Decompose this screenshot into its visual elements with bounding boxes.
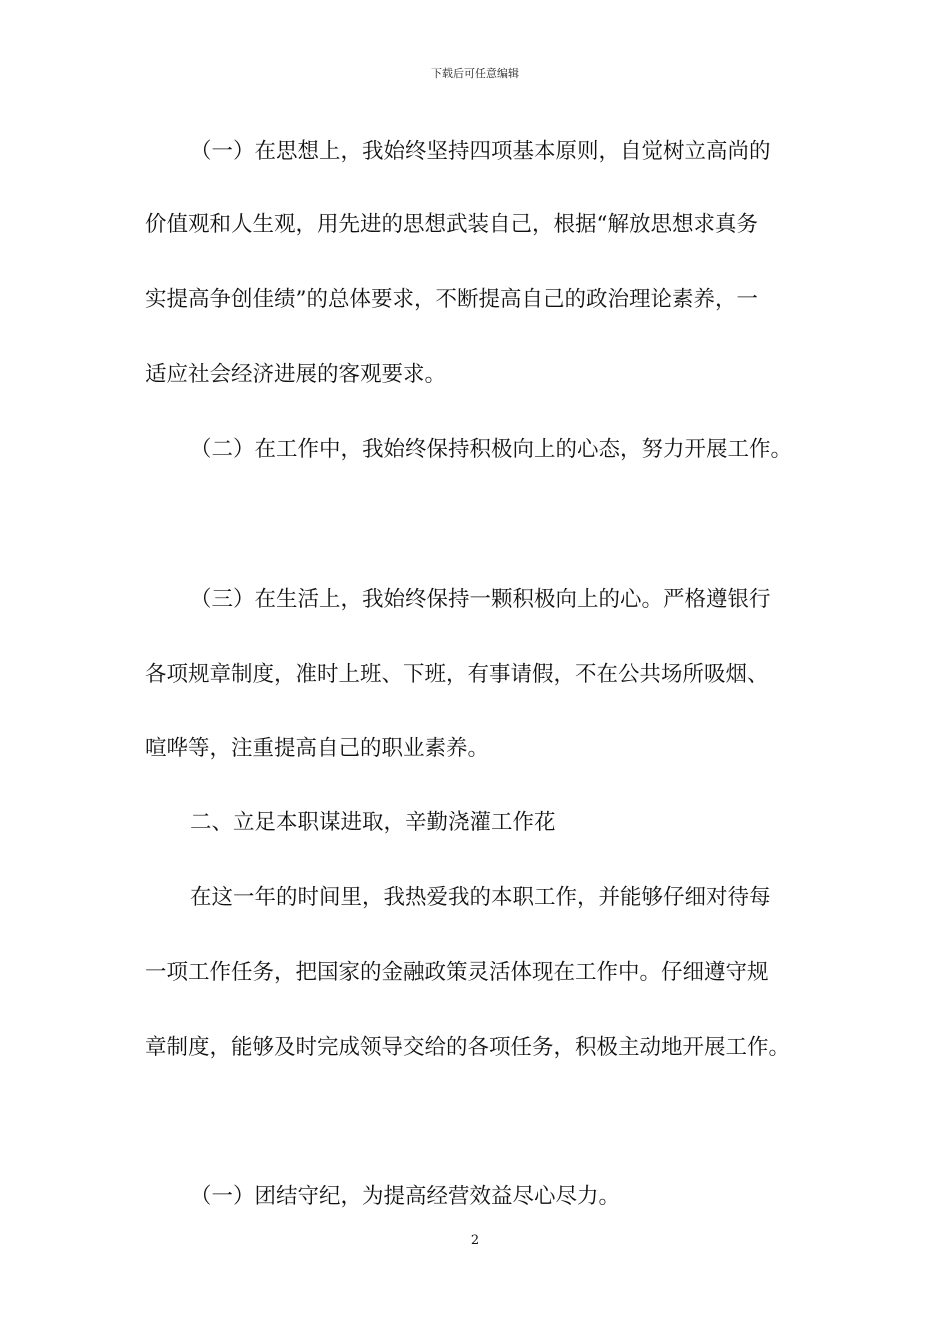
section-heading: 二、立足本职谋进取，辛勤浇灌工作花 bbox=[190, 810, 556, 835]
body-line: 实提高争创佳绩”的总体要求，不断提高自己的政治理论素养，一 bbox=[145, 287, 758, 312]
body-line: 章制度，能够及时完成领导交给的各项任务，积极主动地开展工作。 bbox=[145, 1035, 791, 1060]
body-line: （一）团结守纪，为提高经营效益尽心尽力。 bbox=[190, 1184, 621, 1209]
body-line: 一项工作任务，把国家的金融政策灵活体现在工作中。仔细遵守规 bbox=[145, 960, 769, 985]
body-line: （一）在思想上，我始终坚持四项基本原则，自觉树立高尚的 bbox=[190, 139, 771, 164]
body-line: （三）在生活上，我始终保持一颗积极向上的心。严格遵银行 bbox=[190, 587, 771, 612]
page-number: 2 bbox=[470, 1233, 480, 1248]
body-line: 喧哗等，注重提高自己的职业素养。 bbox=[145, 736, 490, 761]
page-header: 下载后可任意编辑 bbox=[431, 67, 519, 80]
body-line: 价值观和人生观，用先进的思想武装自己，根据“解放思想求真务 bbox=[145, 212, 758, 237]
body-line: （二）在工作中，我始终保持积极向上的心态，努力开展工作。 bbox=[190, 437, 793, 462]
body-line: 在这一年的时间里，我热爱我的本职工作，并能够仔细对待每 bbox=[190, 885, 771, 910]
body-line: 各项规章制度，准时上班、下班，有事请假，不在公共场所吸烟、 bbox=[145, 662, 769, 687]
body-line: 适应社会经济进展的客观要求。 bbox=[145, 362, 447, 387]
